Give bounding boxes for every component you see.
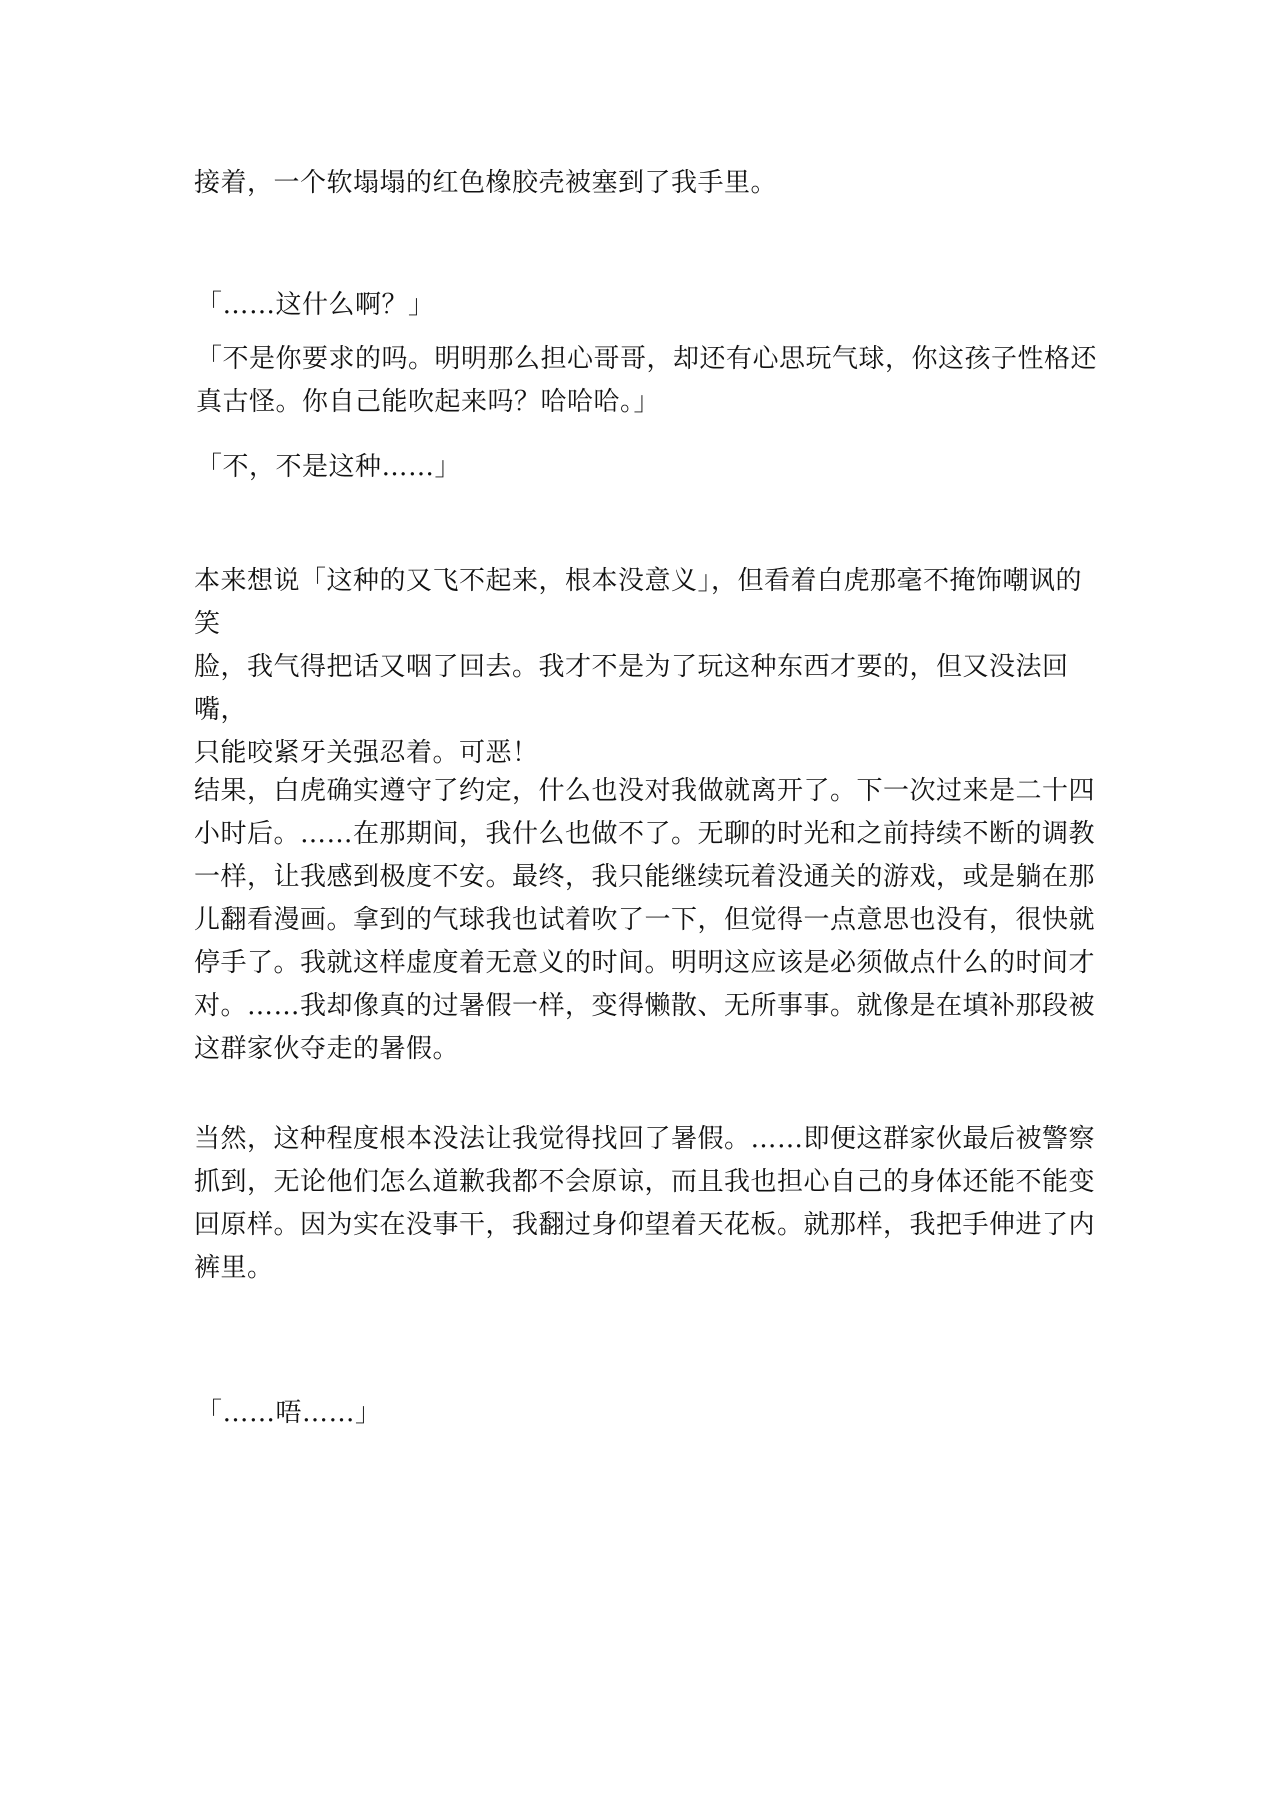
paragraph-dialog-4: 「……唔……」 <box>196 1398 382 1428</box>
paragraph-narration-4: 当然，这种程度根本没法让我觉得找回了暑假。……即便这群家伙最后被警察 抓到，无论他们怎么道歉我都不会原谅，而且我也担心自己的身体还能不能变 回原样。因为实在没事干，我翻过身仰望着天花板。就那样，我把手伸进了内 裤里。 <box>194 1124 1096 1283</box>
paragraph-narration-2: 本来想说「这种的又飞不起来，根本没意义」，但看着白虎那毫不掩饰嘲讽的笑 脸，我气得把话又咽了回去。我才不是为了玩这种东西才要的，但又没法回嘴， 只能咬紧牙关强忍着。可恶！ <box>194 566 1083 768</box>
paragraph-dialog-2: 「不是你要求的吗。明明那么担心哥哥，却还有心思玩气球，你这孩子性格还 真古怪。你自己能吹起来吗？哈哈哈。」 <box>196 344 1098 417</box>
paragraph-dialog-1: 「……这什么啊？」 <box>196 290 435 320</box>
paragraph-dialog-3: 「不，不是这种……」 <box>196 452 462 482</box>
paragraph-narration-3: 结果，白虎确实遵守了约定，什么也没对我做就离开了。下一次过来是二十四 小时后。……在那期间，我什么也做不了。无聊的时光和之前持续不断的调教 一样，让我感到极度不安。最终，我只能继续玩着没通关的游戏，或是躺在那 儿翻看漫画。拿到的气球我也试着吹了一下，但觉得一点意思也没有，很快就 停手了。我就这样虚度着无意义的时间。明明这应该是必须做点什么的时间才 对。……我却像真的过暑假一样，变得懒散、无所事事。就像是在填补那段被 这群家伙夺走的暑假。 <box>194 776 1096 1064</box>
paragraph-narration-1: 接着，一个软塌塌的红色橡胶壳被塞到了我手里。 <box>194 168 778 198</box>
